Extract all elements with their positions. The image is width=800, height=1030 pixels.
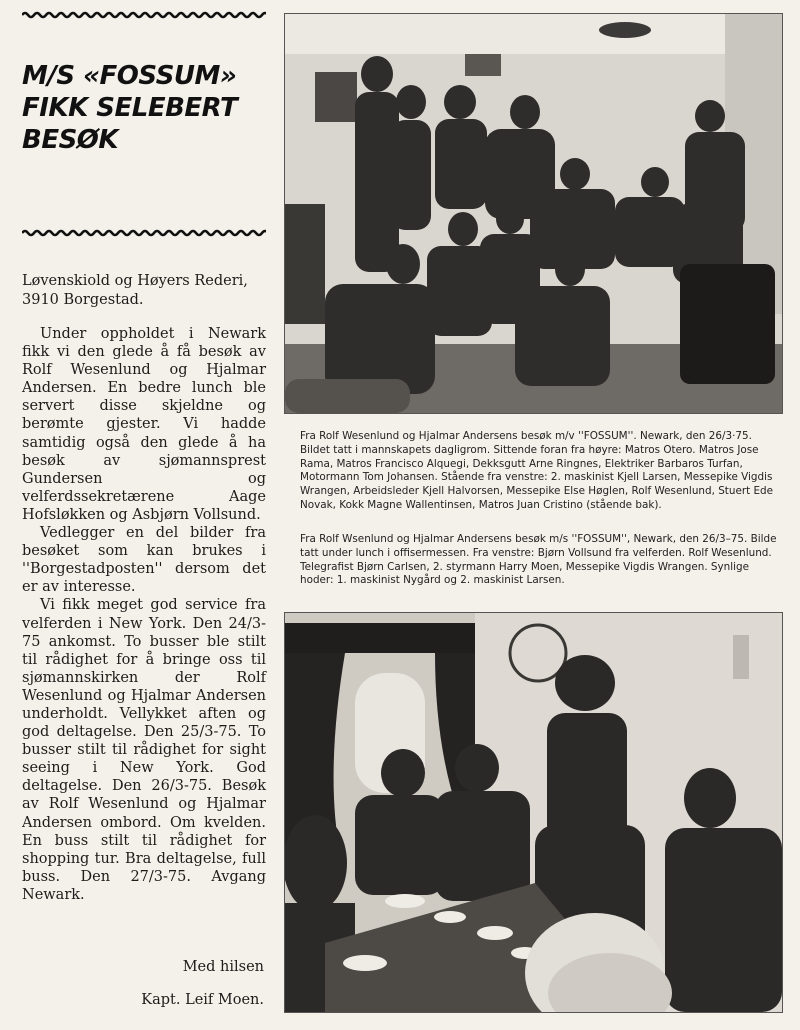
article-body [22, 325, 266, 904]
signature: Kapt. Leif Moen. [141, 992, 264, 1008]
crew-group-photo [284, 13, 783, 414]
title-line-3: BESØK [22, 125, 119, 155]
signoff [20, 958, 264, 1010]
body-paragraph-3: Vi fikk meget god service fra velferden i New York. Den 24/3-75 ankomst. To busser ble stilt til rådighet for å bringe oss til sjømannskirken der Rolf Wesenlund og Hjalmar Andersen underholdt. Vellykket aften og god deltagelse. Den 25/3-75. To busser stilt til rådighet for sight seeing i New York. God deltagelse. Den 26/3-75. Besøk av Rolf Wesenlund og Hjalmar Andersen ombord. Om kvelden. En buss stilt til rådighet for shopping tur. Bra deltagelse, full buss. Den 27/3-75. Avgang Newark. [22, 597, 266, 903]
body-paragraph-1: Under oppholdet i Newark fikk vi den glede å få besøk av Rolf Wesenlund og Hjalmar Andersen. En bedre lunch ble servert disse skjeldne og berømte gjester. Vi hadde samtidig også den glede å ha besøk av sjømannsprest Gundersen og velferdssekretærene Aage Hofsløkken og Asbjørn Vollsund. [22, 326, 266, 523]
middle-caption: Fra Rolf Wsenlund og Hjalmar Andersens besøk m/s ''FOSSUM'', Newark, den 26/3–75. Bilde tatt under lunch i offisermessen. Fra venstre: Bjørn Vollsund fra velferden. Rolf Wesenlund. Telegrafist Bjørn Carlsen, 2. styrmann Harry Moen, Messepike Vigdis Wrangen. Synlige hoder: 1. maskinist Nygård og 2. maskinist Larsen. [300, 533, 777, 587]
sender-address: Løvenskiold og Høyers Rederi, 3910 Borgestad. [22, 273, 248, 308]
greeting: Med hilsen [182, 959, 264, 975]
bottom-wavy-rule [22, 229, 266, 237]
title-line-1: M/S «FOSSUM» [22, 61, 237, 91]
top-wavy-rule [22, 11, 266, 19]
body-paragraph-2: Vedlegger en del bilder fra besøket som kan brukes i ''Borgestadposten'' dersom det er av interesse. [22, 525, 266, 596]
lunch-photo [284, 612, 783, 1013]
title-line-2: FIKK SELEBERT [22, 93, 238, 123]
article-title [22, 60, 272, 156]
top-photo-caption: Fra Rolf Wesenlund og Hjalmar Andersens besøk m/v ''FOSSUM''. Newark, den 26/3·75. Bildet tatt i mannskapets dagligrom. Sittende foran fra høyre: Matros Otero. Matros Jose Rama, Matros Francisco Alquegi, Dekksgutt Arne Ringnes, Elektriker Barbaros Turfan, Motormann Tom Johansen. Stående fra venstre: 2. maskinist Kjell Larsen, Messepike Vigdis Wrangen, Arbeidsleder Kjell Halvorsen, Messepike Else Høglen, Rolf Wesenlund, Stuert Ede Novak, Kokk Magne Wallentinsen, Matros Juan Cristino (stående bak). [300, 430, 774, 511]
